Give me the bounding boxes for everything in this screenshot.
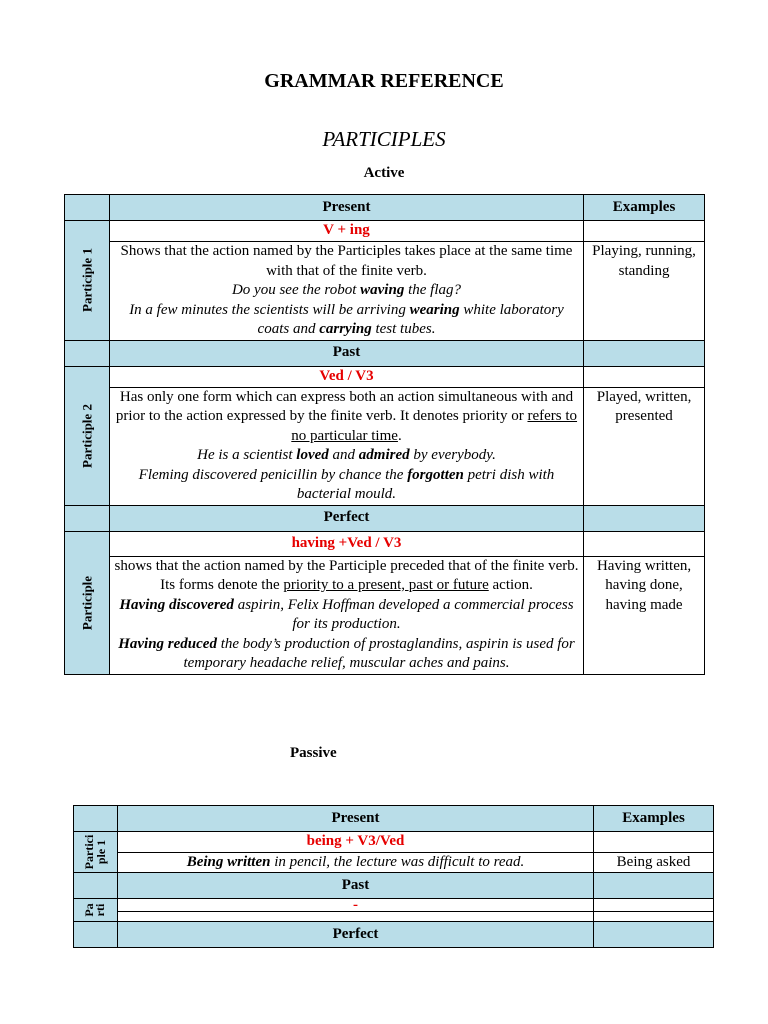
active-perfect-examples-cell bbox=[584, 505, 705, 531]
active-p3-description-cell bbox=[109, 556, 583, 674]
passive-p1-examples: Being asked bbox=[594, 852, 714, 873]
active-p2-formula: Ved / V3 bbox=[109, 366, 583, 387]
passive-p2-side bbox=[74, 899, 118, 922]
active-p2-description: Has only one form which can express both an action simultaneous with and prior to the action expressed by the finite verb. It denotes priority or refers to no particular time. bbox=[115, 388, 578, 444]
active-col-examples: Examples bbox=[584, 195, 705, 221]
active-p2-example-1: He is a scientist loved and admired by everybody. bbox=[197, 447, 496, 463]
passive-p1-formula: being + V3/Ved bbox=[117, 832, 593, 853]
passive-past-corner bbox=[74, 873, 118, 899]
passive-p1-example: Being written in pencil, the lecture was difficult to read. bbox=[117, 852, 593, 873]
passive-p1-formula-ex-cell bbox=[594, 832, 714, 853]
active-p1-formula: V + ing bbox=[109, 221, 583, 242]
active-p3-description: shows that the action named by the Participle preceded that of the finite verb. Its forms denote the priority to a present, past or future action. bbox=[114, 557, 579, 593]
passive-perfect-examples-cell bbox=[594, 922, 714, 948]
passive-table bbox=[73, 805, 714, 948]
active-p3-formula: having +Ved / V3 bbox=[109, 531, 583, 556]
active-p2-formula-ex-cell bbox=[584, 366, 705, 387]
passive-col-examples: Examples bbox=[594, 806, 714, 832]
active-p1-example-1: Do you see the robot waving the flag? bbox=[231, 282, 461, 298]
active-p3-side bbox=[65, 531, 110, 674]
passive-p1-side-label: Partici ple 1 bbox=[82, 834, 109, 870]
active-past-corner bbox=[65, 340, 110, 366]
active-p2-description-cell bbox=[109, 387, 583, 505]
active-p2-side-label: Participle 2 bbox=[79, 403, 95, 468]
passive-past-label: Past bbox=[117, 873, 593, 899]
active-p1-example-2: In a few minutes the scientists will be arriving wearing white laboratory coats and carrying test tubes. bbox=[129, 301, 564, 337]
passive-perfect-label: Perfect bbox=[117, 922, 593, 948]
active-past-examples-cell bbox=[584, 340, 705, 366]
active-p2-examples: Played, written, presented bbox=[584, 387, 705, 505]
active-perfect-corner bbox=[65, 505, 110, 531]
passive-p2-formula-ex-cell bbox=[594, 899, 714, 912]
passive-past-examples-cell bbox=[594, 873, 714, 899]
passive-p2-body bbox=[117, 912, 593, 922]
passive-p1-side bbox=[74, 832, 118, 873]
active-p3-example-1: Having discovered aspirin, Felix Hoffman developed a commercial process for its production. bbox=[119, 596, 574, 632]
passive-heading: Passive bbox=[290, 745, 337, 761]
passive-p2-formula: - bbox=[117, 899, 593, 912]
active-p1-description-cell bbox=[109, 242, 583, 341]
active-p1-examples: Playing, running, standing bbox=[584, 242, 705, 341]
passive-perfect-corner bbox=[74, 922, 118, 948]
active-p1-side bbox=[65, 221, 110, 341]
passive-p2-examples-cell bbox=[594, 912, 714, 922]
active-perfect-label: Perfect bbox=[109, 505, 583, 531]
active-p1-side-label: Participle 1 bbox=[79, 248, 95, 313]
active-p2-example-2: Fleming discovered penicillin by chance the forgotten petri dish with bacterial mould. bbox=[138, 466, 555, 502]
page-title: GRAMMAR REFERENCE bbox=[264, 70, 504, 92]
active-p1-description: Shows that the action named by the Participles takes place at the same time with that of the finite verb. bbox=[120, 243, 573, 279]
active-past-label: Past bbox=[109, 340, 583, 366]
active-p3-formula-ex-cell bbox=[584, 531, 705, 556]
passive-corner-cell bbox=[74, 806, 118, 832]
passive-col-present: Present bbox=[117, 806, 593, 832]
active-p3-side-label: Participle bbox=[79, 575, 95, 630]
active-corner-cell bbox=[65, 195, 110, 221]
page-subtitle: PARTICIPLES bbox=[322, 127, 446, 151]
active-p2-side bbox=[65, 366, 110, 505]
active-p1-formula-ex-cell bbox=[584, 221, 705, 242]
active-heading: Active bbox=[363, 165, 405, 181]
active-table bbox=[64, 194, 705, 675]
active-col-present: Present bbox=[109, 195, 583, 221]
passive-p2-side-label: Pa rti bbox=[82, 903, 108, 917]
active-p3-examples: Having written, having done, having made bbox=[584, 556, 705, 674]
active-p3-example-2: Having reduced the body’s production of prostaglandins, aspirin is used for temporary headache relief, muscular aches and pains. bbox=[118, 635, 575, 671]
